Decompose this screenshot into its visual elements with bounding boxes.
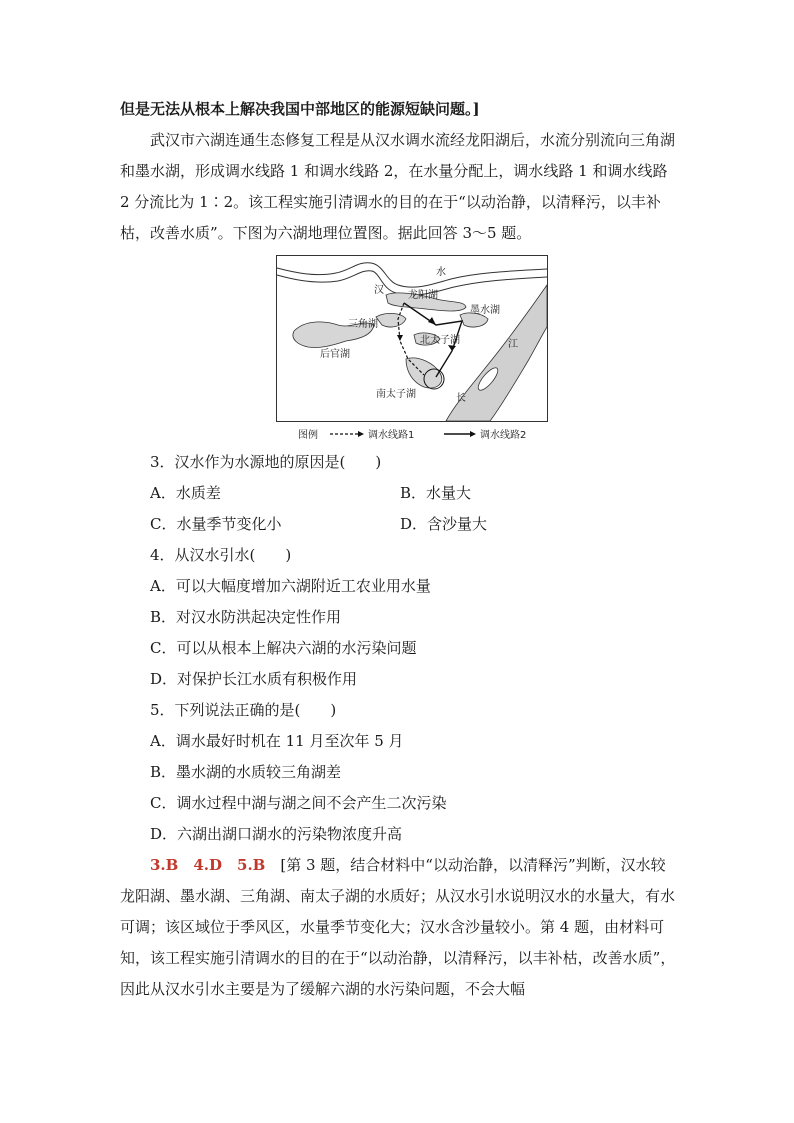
question-5-stem: 5．下列说法正确的是( ) bbox=[150, 701, 337, 719]
question-4-option-c[interactable]: C．可以从根本上解决六湖的水污染问题 bbox=[150, 639, 417, 657]
legend-route1-arrow bbox=[358, 431, 364, 437]
question-3-option-d[interactable]: D．含沙量大 bbox=[400, 515, 488, 533]
label-han: 汉 bbox=[374, 285, 384, 296]
legend-title: 图例 bbox=[298, 430, 318, 441]
label-chang: 长 bbox=[456, 393, 466, 404]
question-4-option-a[interactable]: A．可以大幅度增加六湖附近工农业用水量 bbox=[150, 577, 431, 595]
question-3-options-row-2 bbox=[150, 514, 650, 534]
label-shui: 水 bbox=[436, 267, 446, 278]
question-3-option-a[interactable]: A．水质差 bbox=[150, 484, 221, 502]
legend-route2-label: 调水线路2 bbox=[480, 430, 527, 441]
label-longyang: 龙阳湖 bbox=[408, 290, 438, 301]
question-4-option-d[interactable]: D．对保护长江水质有积极作用 bbox=[150, 670, 358, 688]
question-5-option-d[interactable]: D．六湖出湖口湖水的污染物浓度升高 bbox=[150, 825, 403, 843]
label-beitaizi: 北太子湖 bbox=[420, 335, 460, 346]
question-4-option-b[interactable]: B．对汉水防洪起决定性作用 bbox=[150, 608, 342, 626]
answer-explanation: [第 3 题，结合材料中“以动治静，以清释污”判断，汉水较龙阳湖、墨水湖、三角湖、南太子湖的水质好；从汉水引水说明汉水的水量大，有水可调；该区域位于季风区，水量季节变化大；汉水含沙量较小。第 4 题，由材料可知，该工程实施引清调水的目的在于“以动治静，以清释污，以丰补枯，改善水质”，因此从汉水引水主要是为了缓解六湖的水污染问题，不会大幅 bbox=[120, 856, 676, 998]
label-moshui: 墨水湖 bbox=[470, 305, 500, 316]
label-nantaizi: 南太子湖 bbox=[376, 389, 416, 400]
intro-paragraph: 武汉市六湖连通生态修复工程是从汉水调水流经龙阳湖后，水流分别流向三角湖和墨水湖，形成调水线路 1 和调水线路 2，在水量分配上，调水线路 1 和调水线路 2 分流比为 1∶2。该工程实施引清调水的目的在于“以动治静，以清释污，以丰补枯，改善水质”。下图为六湖地理位置图。据此回答 3～5 题。 bbox=[120, 131, 676, 242]
label-sanjiao: 三角湖 bbox=[348, 319, 378, 330]
answer-block bbox=[120, 850, 680, 1005]
label-houguan: 后官湖 bbox=[320, 349, 350, 360]
question-3-stem: 3．汉水作为水源地的原因是( ) bbox=[150, 453, 382, 471]
answer-keys: 3.B 4.D 5.B bbox=[150, 856, 266, 874]
six-lakes-map bbox=[276, 255, 548, 445]
legend-route1-label: 调水线路1 bbox=[368, 430, 415, 441]
question-5-option-a[interactable]: A．调水最好时机在 11 月至次年 5 月 bbox=[150, 732, 404, 750]
legend-route2-arrow bbox=[470, 431, 476, 437]
question-5-option-b[interactable]: B．墨水湖的水质较三角湖差 bbox=[150, 763, 342, 781]
question-4-stem: 4．从汉水引水( ) bbox=[150, 546, 292, 564]
question-3-option-b[interactable]: B．水量大 bbox=[400, 484, 472, 502]
question-5-option-c[interactable]: C．调水过程中湖与湖之间不会产生二次污染 bbox=[150, 794, 447, 812]
intro-continuation: 但是无法从根本上解决我国中部地区的能源短缺问题。] bbox=[120, 100, 480, 118]
question-3-options-row-1 bbox=[150, 483, 650, 503]
label-jiang: 江 bbox=[508, 339, 518, 350]
question-3-option-c[interactable]: C．水量季节变化小 bbox=[150, 515, 282, 533]
